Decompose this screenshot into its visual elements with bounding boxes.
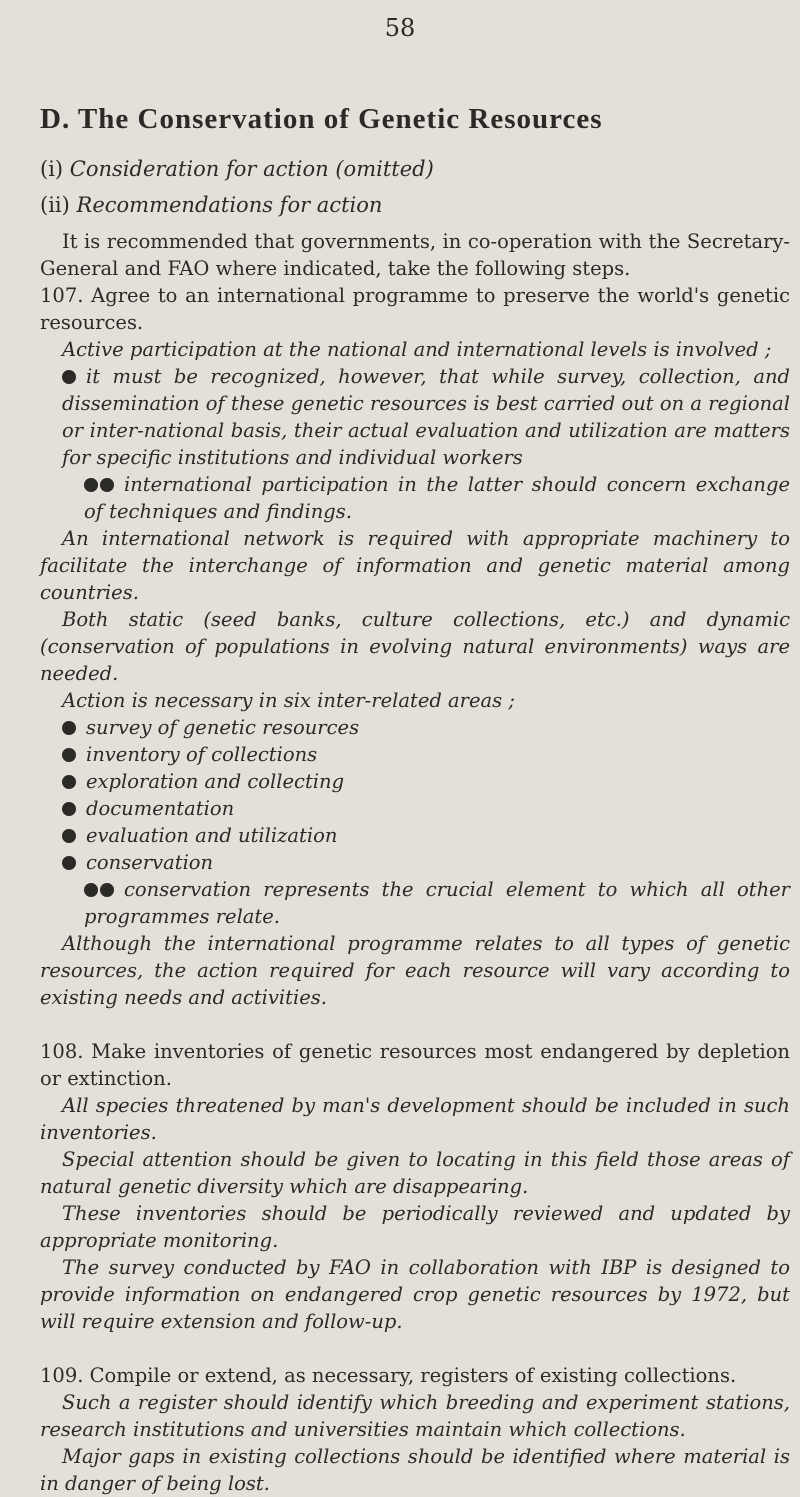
subhead-text: Consideration for action (omitted) [69,157,434,181]
paragraph-these: These inventories should be periodically reviewed and updated by appropriate monitoring. [40,1202,790,1252]
recommendation-108: 108. Make inventories of genetic resources most endangered by depletion or extinction. [40,1040,790,1090]
bullet-icon [62,775,76,789]
paragraph-special: Special attention should be given to locating in this field those areas of natural genetic diversity which are disappearing. [40,1148,790,1198]
bullet-text: it must be recognized, however, that while survey, collection, and dissemination of these genetic resources is best carried out on a regional or inter-national basis, their actual evaluation and utilization are matters for specific institutions and individual workers [62,365,790,469]
paragraph-major: Major gaps in existing collections should be identified where material is in danger of being lost. [40,1445,790,1495]
recommendation-107: 107. Agree to an international programme to preserve the world's genetic resources. [40,284,790,334]
bullet-icon [62,748,76,762]
area-text: survey of genetic resources [86,716,360,739]
paragraph-active: Active participation at the national and international levels is involved ; [62,338,772,361]
subhead-number: (ii) [40,193,70,217]
area-item [40,849,790,876]
area-text: inventory of collections [86,743,318,766]
bullet-icon [62,721,76,735]
area-text: conservation [86,851,214,874]
page-number: 58 [384,14,416,42]
subhead-recommendations [40,191,382,219]
area-item [40,822,790,849]
area-item [40,795,790,822]
bullet-icon [84,478,98,492]
bullet-icon [100,883,114,897]
area-text: documentation [86,797,235,820]
bullet-icon [84,883,98,897]
bullet-icon [62,802,76,816]
recommendation-109: 109. Compile or extend, as necessary, registers of existing collections. [40,1364,737,1387]
bullet-icon [62,829,76,843]
area-text: exploration and collecting [86,770,345,793]
intro-paragraph: It is recommended that governments, in co-operation with the Secretary-General and FAO where indicated, take the following steps. [40,230,790,280]
body-text [40,228,790,1497]
bullet-text: international participation in the latter should concern exchange of techniques and findings. [84,473,790,523]
subhead-number: (i) [40,157,64,181]
paragraph-action: Action is necessary in six inter-related areas ; [62,689,515,712]
area-text: evaluation and utilization [86,824,338,847]
bullet-text: conservation represents the crucial element to which all other programmes relate. [84,878,790,928]
paragraph-such: Such a register should identify which breeding and experiment stations, research institutions and universities maintain which collections. [40,1391,790,1441]
bullet-paragraph [40,363,790,471]
section-title: D. The Conservation of Genetic Resources [40,103,603,135]
bullet-icon [62,370,76,384]
area-item [40,714,790,741]
subhead-text: Recommendations for action [76,193,383,217]
area-item [40,741,790,768]
paragraph-survey: The survey conducted by FAO in collaboration with IBP is designed to provide information on endangered crop genetic resources by 1972, but will require extension and follow-up. [40,1256,790,1333]
paragraph-although: Although the international programme relates to all types of genetic resources, the action required for each resource will vary according to existing needs and activities. [40,932,790,1009]
area-item [40,768,790,795]
subhead-consideration [40,155,434,183]
bullet-icon [62,856,76,870]
paragraph-network: An international network is required with appropriate machinery to facilitate the interchange of information and genetic material among countries. [40,527,790,604]
paragraph-static: Both static (seed banks, culture collections, etc.) and dynamic (conservation of populations in evolving natural environments) ways are needed. [40,608,790,685]
paragraph-all-species: All species threatened by man's development should be included in such inventories. [40,1094,790,1144]
double-bullet-paragraph [40,876,790,930]
bullet-icon [100,478,114,492]
double-bullet-paragraph [40,471,790,525]
